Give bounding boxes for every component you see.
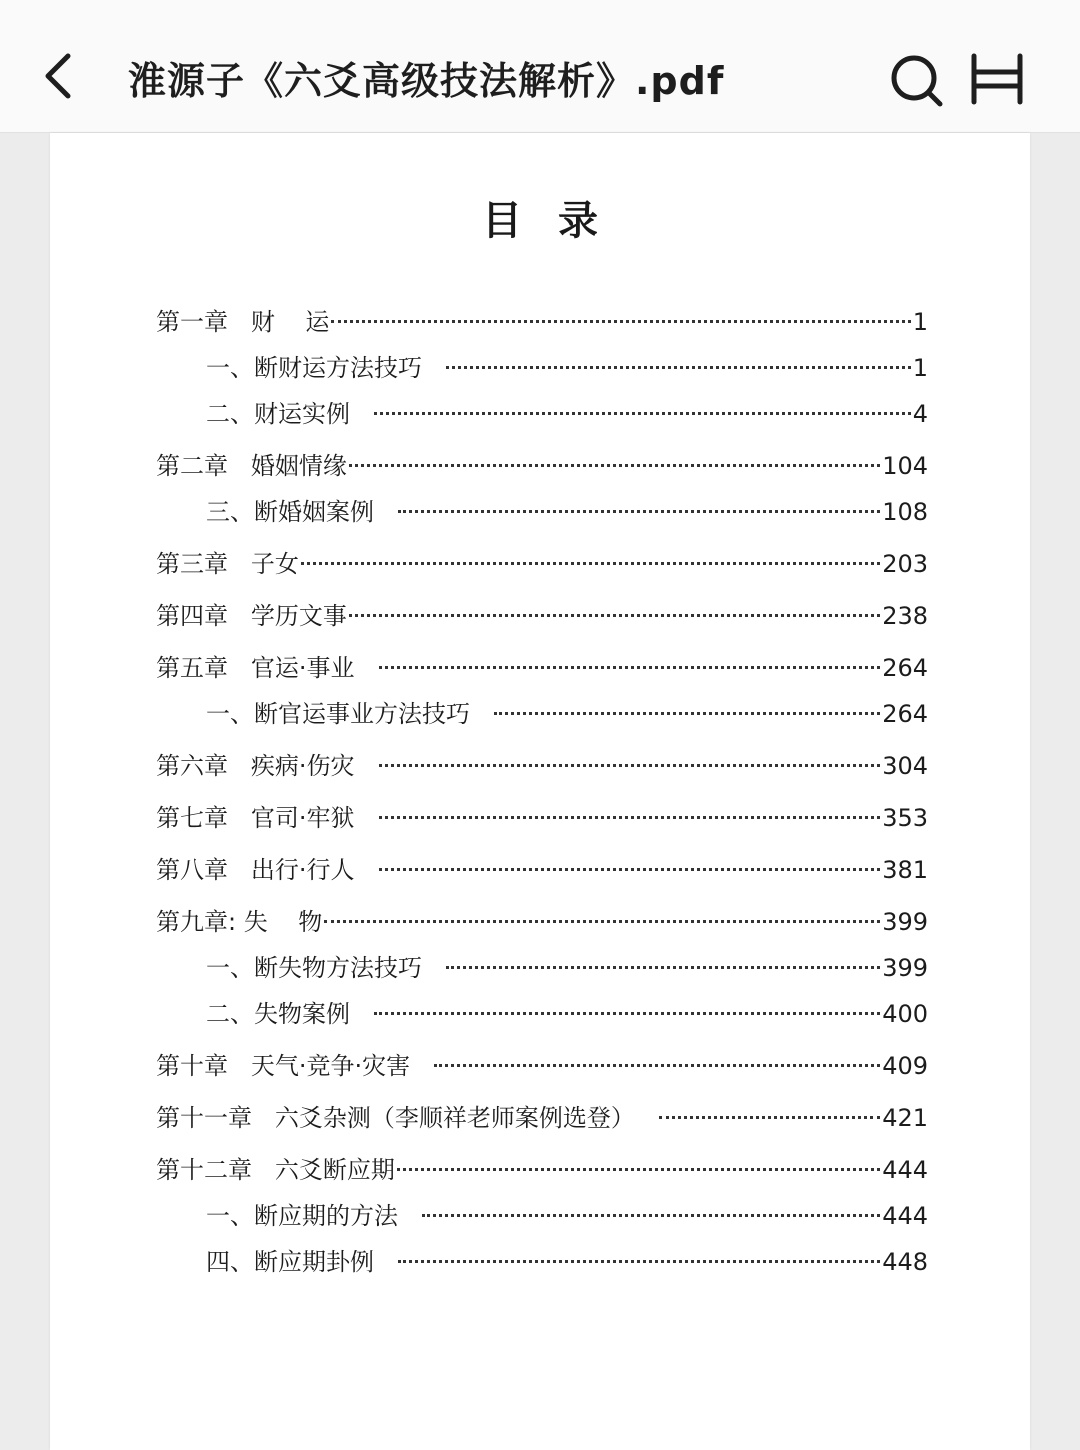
toc-entry-label: 第四章 学历文事 <box>156 602 347 630</box>
pdf-page <box>50 133 1030 1450</box>
toc-entry-label: 第七章 官司·牢狱 <box>156 804 355 832</box>
toc-page-number: 409 <box>882 1052 928 1080</box>
toc-chapter-entry[interactable] <box>156 1150 928 1188</box>
toc-page-number: 444 <box>882 1202 928 1230</box>
toc-dot-leader <box>349 614 880 617</box>
toc-dot-leader <box>379 868 881 871</box>
toc-chapter-entry[interactable] <box>156 648 928 686</box>
toc-dot-leader <box>301 562 880 565</box>
search-icon <box>884 48 948 112</box>
toc-page-number: 1 <box>912 354 928 382</box>
toc-section-entry[interactable] <box>206 994 928 1032</box>
toc-entry-label: 第十章 天气·竞争·灾害 <box>156 1052 411 1080</box>
toc-dot-leader <box>494 712 880 715</box>
toc-entry-label: 第五章 官运·事业 <box>156 654 355 682</box>
layout-icon <box>966 52 1028 106</box>
toc-chapter-entry[interactable] <box>156 1046 928 1084</box>
toc-chapter-entry[interactable] <box>156 446 928 484</box>
toc-entry-label: 第八章 出行·行人 <box>156 856 355 884</box>
toc-dot-leader <box>379 816 881 819</box>
toc-page-number: 4 <box>912 400 928 428</box>
chevron-left-icon <box>30 40 90 112</box>
toc-page-number: 264 <box>882 700 928 728</box>
toc-page-number: 353 <box>882 804 928 832</box>
toc-page-number: 399 <box>882 908 928 936</box>
toc-entry-label: 第十一章 六爻杂测（李顺祥老师案例选登） <box>156 1104 635 1132</box>
toc-section-entry[interactable] <box>206 348 928 386</box>
toc-page-number: 238 <box>882 602 928 630</box>
toc-chapter-entry[interactable] <box>156 1098 928 1136</box>
toc-chapter-entry[interactable] <box>156 302 928 340</box>
toc-entry-label: 二、失物案例 <box>206 1000 350 1028</box>
document-title: 淮源子《六爻高级技法解析》.pdf <box>128 59 725 103</box>
toc-dot-leader <box>446 366 911 369</box>
toc-dot-leader <box>446 966 880 969</box>
toc-dot-leader <box>398 1260 880 1263</box>
toc-page-number: 203 <box>882 550 928 578</box>
toc-dot-leader <box>379 764 881 767</box>
toc-entry-label: 一、断应期的方法 <box>206 1202 398 1230</box>
toc-section-entry[interactable] <box>206 492 928 530</box>
toc-page-number: 421 <box>882 1104 928 1132</box>
toc-chapter-entry[interactable] <box>156 544 928 582</box>
view-mode-button[interactable] <box>966 52 1028 106</box>
toc-dot-leader <box>374 412 911 415</box>
toc-section-entry[interactable] <box>206 694 928 732</box>
toc-page-number: 400 <box>882 1000 928 1028</box>
toc-dot-leader <box>331 320 910 323</box>
toc-entry-label: 第十二章 六爻断应期 <box>156 1156 395 1184</box>
toc-dot-leader <box>422 1214 880 1217</box>
toc-page-number: 304 <box>882 752 928 780</box>
toc-page-number: 104 <box>882 452 928 480</box>
toc-dot-leader <box>379 666 881 669</box>
top-bar <box>0 0 1080 133</box>
toc-entry-label: 一、断财运方法技巧 <box>206 354 422 382</box>
toc-page-number: 381 <box>882 856 928 884</box>
toc-dot-leader <box>659 1116 880 1119</box>
toc-chapter-entry[interactable] <box>156 596 928 634</box>
toc-chapter-entry[interactable] <box>156 850 928 888</box>
toc-entry-label: 第三章 子女 <box>156 550 299 578</box>
toc-section-entry[interactable] <box>206 394 928 432</box>
toc-dot-leader <box>397 1168 880 1171</box>
toc-page-number: 399 <box>882 954 928 982</box>
toc-entry-label: 一、断官运事业方法技巧 <box>206 700 470 728</box>
toc-chapter-entry[interactable] <box>156 746 928 784</box>
toc-section-entry[interactable] <box>206 1242 928 1280</box>
toc-page-number: 264 <box>882 654 928 682</box>
toc-chapter-entry[interactable] <box>156 798 928 836</box>
toc-dot-leader <box>349 464 880 467</box>
toc-entry-label: 第二章 婚姻情缘 <box>156 452 347 480</box>
toc-page-number: 1 <box>912 308 928 336</box>
toc-heading: 目录 <box>482 198 634 244</box>
toc-page-number: 108 <box>882 498 928 526</box>
toc-entry-label: 第一章 财 运 <box>156 308 330 336</box>
toc-entry-label: 三、断婚姻案例 <box>206 498 374 526</box>
search-button[interactable] <box>884 48 948 112</box>
toc-dot-leader <box>398 510 880 513</box>
toc-dot-leader <box>324 920 880 923</box>
toc-dot-leader <box>374 1012 880 1015</box>
toc-page-number: 444 <box>882 1156 928 1184</box>
toc-entry-label: 二、财运实例 <box>206 400 350 428</box>
back-button[interactable] <box>30 40 90 112</box>
toc-dot-leader <box>434 1064 880 1067</box>
toc-entry-label: 四、断应期卦例 <box>206 1248 374 1276</box>
toc-section-entry[interactable] <box>206 948 928 986</box>
toc-chapter-entry[interactable] <box>156 902 928 940</box>
toc-entry-label: 一、断失物方法技巧 <box>206 954 422 982</box>
toc-entry-label: 第六章 疾病·伤灾 <box>156 752 355 780</box>
toc-section-entry[interactable] <box>206 1196 928 1234</box>
toc-entry-label: 第九章: 失 物 <box>156 908 323 936</box>
toc-page-number: 448 <box>882 1248 928 1276</box>
